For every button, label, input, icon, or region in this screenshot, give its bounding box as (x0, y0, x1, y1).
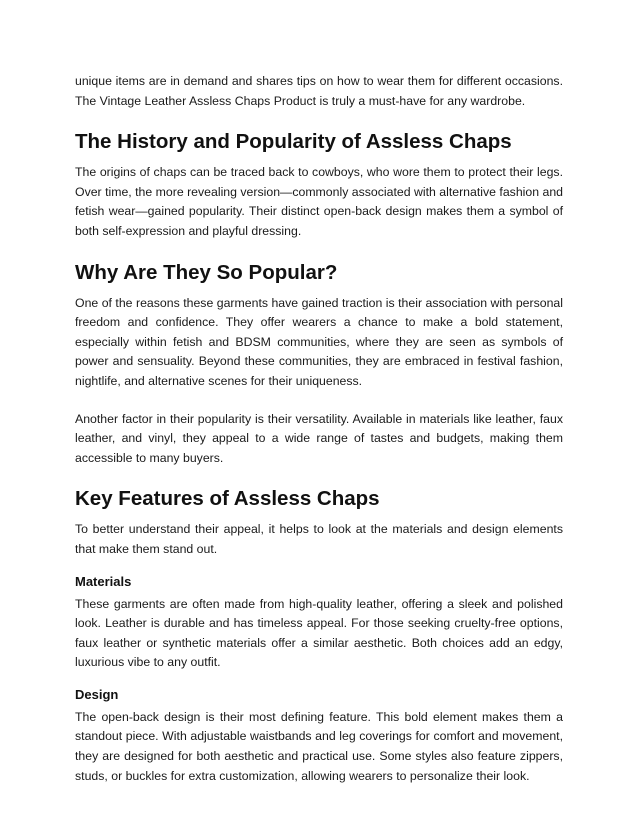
history-paragraph: The origins of chaps can be traced back to cowboys, who wore them to protect their legs. Over time, the more revealing version—commonly associated with alternative fashion and fetish wear—gained popularity. Their distinct open-back design makes them a symbol of both self-expression and playful dressing. (75, 165, 564, 238)
popularity-paragraph-1: One of the reasons these garments have gained traction is their association with personal freedom and confidence. They offer wearers a chance to make a bold statement, especially within fetish and BDSM communities, where they are seen as symbols of power and sensuality. Beyond these communities, they are embraced in festival fashion, nightlife, and alternative scenes for their uniqueness. (75, 295, 563, 388)
heading-key-features: Key Features of Assless Chaps (75, 487, 380, 511)
heading-why-popular: Why Are They So Popular? (75, 260, 338, 284)
features-intro-paragraph: To better understand their appeal, it helps to look at the materials and design elements that make them stand out. (75, 522, 563, 556)
heading-history: The History and Popularity of Assless Chaps (75, 130, 512, 154)
document-page (75, 72, 563, 786)
design-paragraph: The open-back design is their most defining feature. This bold element makes them a standout piece. With adjustable waistbands and leg coverings for comfort and movement, they are designed for both aesthetic and practical use. Some styles also feature zippers, studs, or buckles for extra customization, allowing wearers to personalize their look. (75, 709, 563, 783)
subheading-design: Design (75, 686, 119, 702)
intro-paragraph: unique items are in demand and shares tips on how to wear them for different occasions. The Vintage Leather Assless Chaps Product is truly a must-have for any wardrobe. (75, 74, 563, 108)
popularity-paragraph-2: Another factor in their popularity is their versatility. Available in materials like leather, faux leather, and vinyl, they appeal to a wide range of tastes and budgets, making them accessible to many buyers. (75, 411, 563, 465)
subheading-materials: Materials (75, 573, 132, 589)
materials-paragraph: These garments are often made from high-quality leather, offering a sleek and polished look. Leather is durable and has timeless appeal. For those seeking cruelty-free options, faux leather or synthetic materials offer a similar aesthetic. Both choices add an edgy, luxurious vibe to any outfit. (75, 596, 563, 670)
